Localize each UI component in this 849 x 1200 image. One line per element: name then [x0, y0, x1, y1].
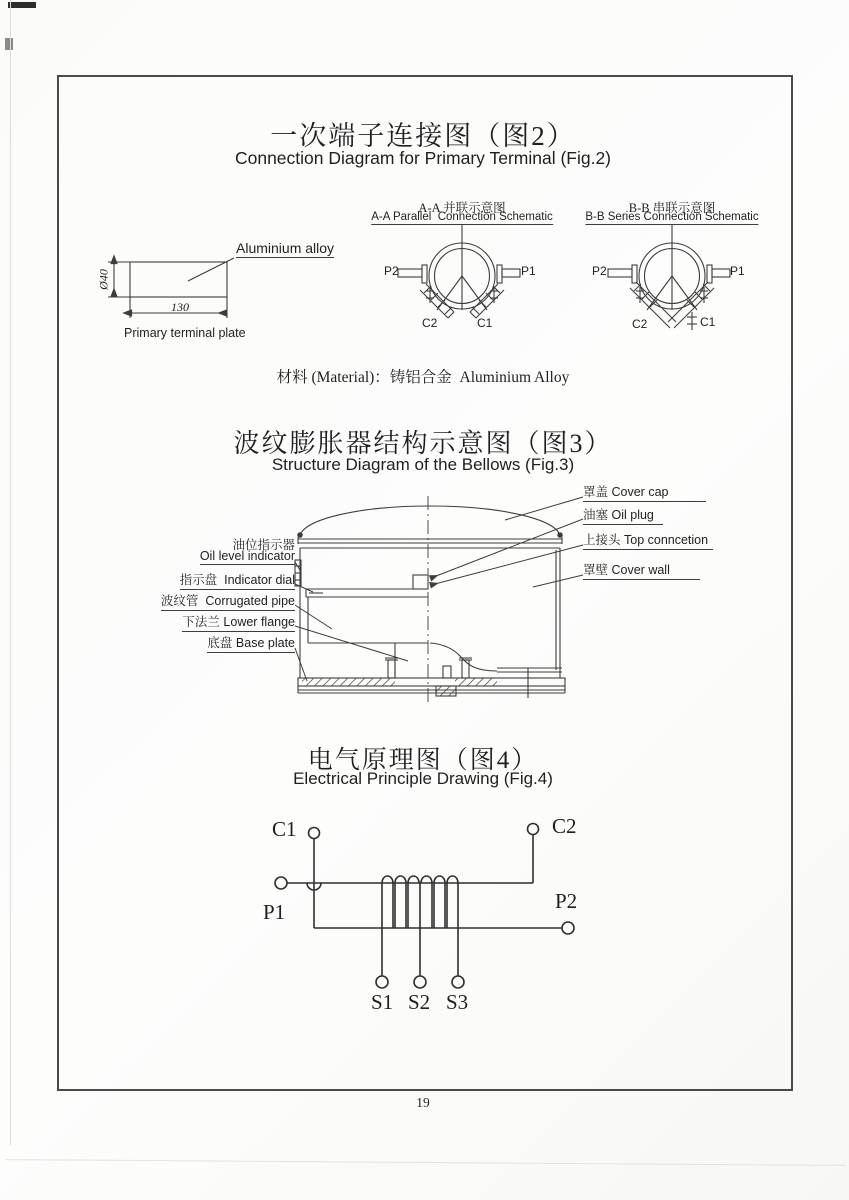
- label-corrugated-pipe: 波纹管 Corrugated pipe: [161, 591, 295, 611]
- bb-terminal-c2: C2: [632, 317, 648, 331]
- fig4-title-zh: 电气原理图（图4）: [307, 747, 539, 774]
- base-plate-part: [298, 678, 565, 693]
- bb-terminal-p1: P1: [730, 264, 745, 278]
- fig2-bb-schematic-title-en: B-B Series Connection Schematic: [585, 211, 759, 223]
- label-base-plate: 底盘 Base plate: [207, 633, 295, 653]
- fig2-title-zh: 一次端子连接图（图2）: [270, 121, 576, 151]
- terminal-c1: [309, 828, 320, 839]
- bb-terminal-p2: P2: [592, 264, 607, 278]
- fig2-aa-schematic-title-zh: A-A 并联示意图: [418, 201, 506, 215]
- aa-terminal-p1: P1: [521, 264, 536, 278]
- material-note: 材料 (Material)：铸铝合金 Aluminium Alloy: [276, 369, 570, 386]
- oil-plug-block: [413, 575, 428, 589]
- fig2-drawing: [90, 224, 795, 364]
- terminal-c2: [528, 824, 539, 835]
- label-indicator-dial: 指示盘 Indicator dial: [180, 570, 295, 590]
- label-top-connection: 上接头 Top conncetion: [583, 530, 713, 550]
- terminal-p2: [562, 922, 574, 934]
- terminal-s1: [376, 976, 388, 988]
- label-oil-level-indicator-zh: 油位指示器: [232, 538, 295, 552]
- scan-artifact-mark: [5, 38, 13, 50]
- label-cover-cap: 罩盖 Cover cap: [583, 482, 706, 502]
- page-number: 19: [416, 1095, 430, 1110]
- fig2-bb-schematic-title-zh: B-B 串联示意图: [628, 201, 716, 215]
- indicator-dial-part: [306, 589, 428, 597]
- scan-artifact-mark: [8, 2, 36, 8]
- fig4-title-en: Electrical Principle Drawing (Fig.4): [293, 769, 553, 788]
- aluminium-alloy-label: Aluminium alloy: [236, 240, 335, 256]
- circuit-label-c2: C2: [552, 814, 577, 838]
- primary-terminal-plate-caption: Primary terminal plate: [124, 326, 246, 340]
- scan-paper-edge: [6, 1159, 846, 1166]
- label-oil-level-indicator-en: Oil level indicator: [199, 549, 295, 563]
- fig4-circuit-drawing: [255, 808, 605, 1020]
- fig3-title-en: Structure Diagram of the Bellows (Fig.3): [271, 455, 575, 474]
- terminal-s2: [414, 976, 426, 988]
- plate-diameter-dimension: Ø40: [96, 269, 111, 290]
- scan-paper-edge: [10, 0, 11, 1145]
- circuit-label-c1: C1: [272, 817, 297, 841]
- bottom-fitting: [436, 666, 456, 696]
- circuit-label-s3: S3: [446, 990, 469, 1014]
- cover-cap-dome: [300, 506, 560, 537]
- circuit-label-p1: P1: [263, 900, 286, 924]
- aa-parallel-schematic: [398, 224, 520, 318]
- terminal-s3: [452, 976, 464, 988]
- circuit-label-p2: P2: [555, 889, 578, 913]
- terminal-p1: [275, 877, 287, 889]
- fig2-aa-schematic-title-en: A-A Parallel Connection Schematic: [371, 211, 553, 223]
- plate-width-dimension: 130: [171, 300, 189, 314]
- bolt: [385, 658, 398, 678]
- aa-terminal-c1: C1: [477, 316, 493, 330]
- aa-terminal-p2: P2: [384, 264, 399, 278]
- label-cover-wall: 罩壁 Cover wall: [583, 560, 700, 580]
- circuit-label-s1: S1: [371, 990, 394, 1014]
- fig3-title-zh: 波纹膨胀器结构示意图（图3）: [233, 429, 613, 458]
- aa-terminal-c2: C2: [422, 316, 438, 330]
- fig2-title-en: Connection Diagram for Primary Terminal (Fig.2): [234, 148, 612, 168]
- label-lower-flange: 下法兰 Lower flange: [182, 612, 295, 632]
- label-oil-plug: 油塞 Oil plug: [583, 505, 663, 525]
- circuit-label-s2: S2: [408, 990, 431, 1014]
- bb-terminal-c1: C1: [700, 315, 716, 329]
